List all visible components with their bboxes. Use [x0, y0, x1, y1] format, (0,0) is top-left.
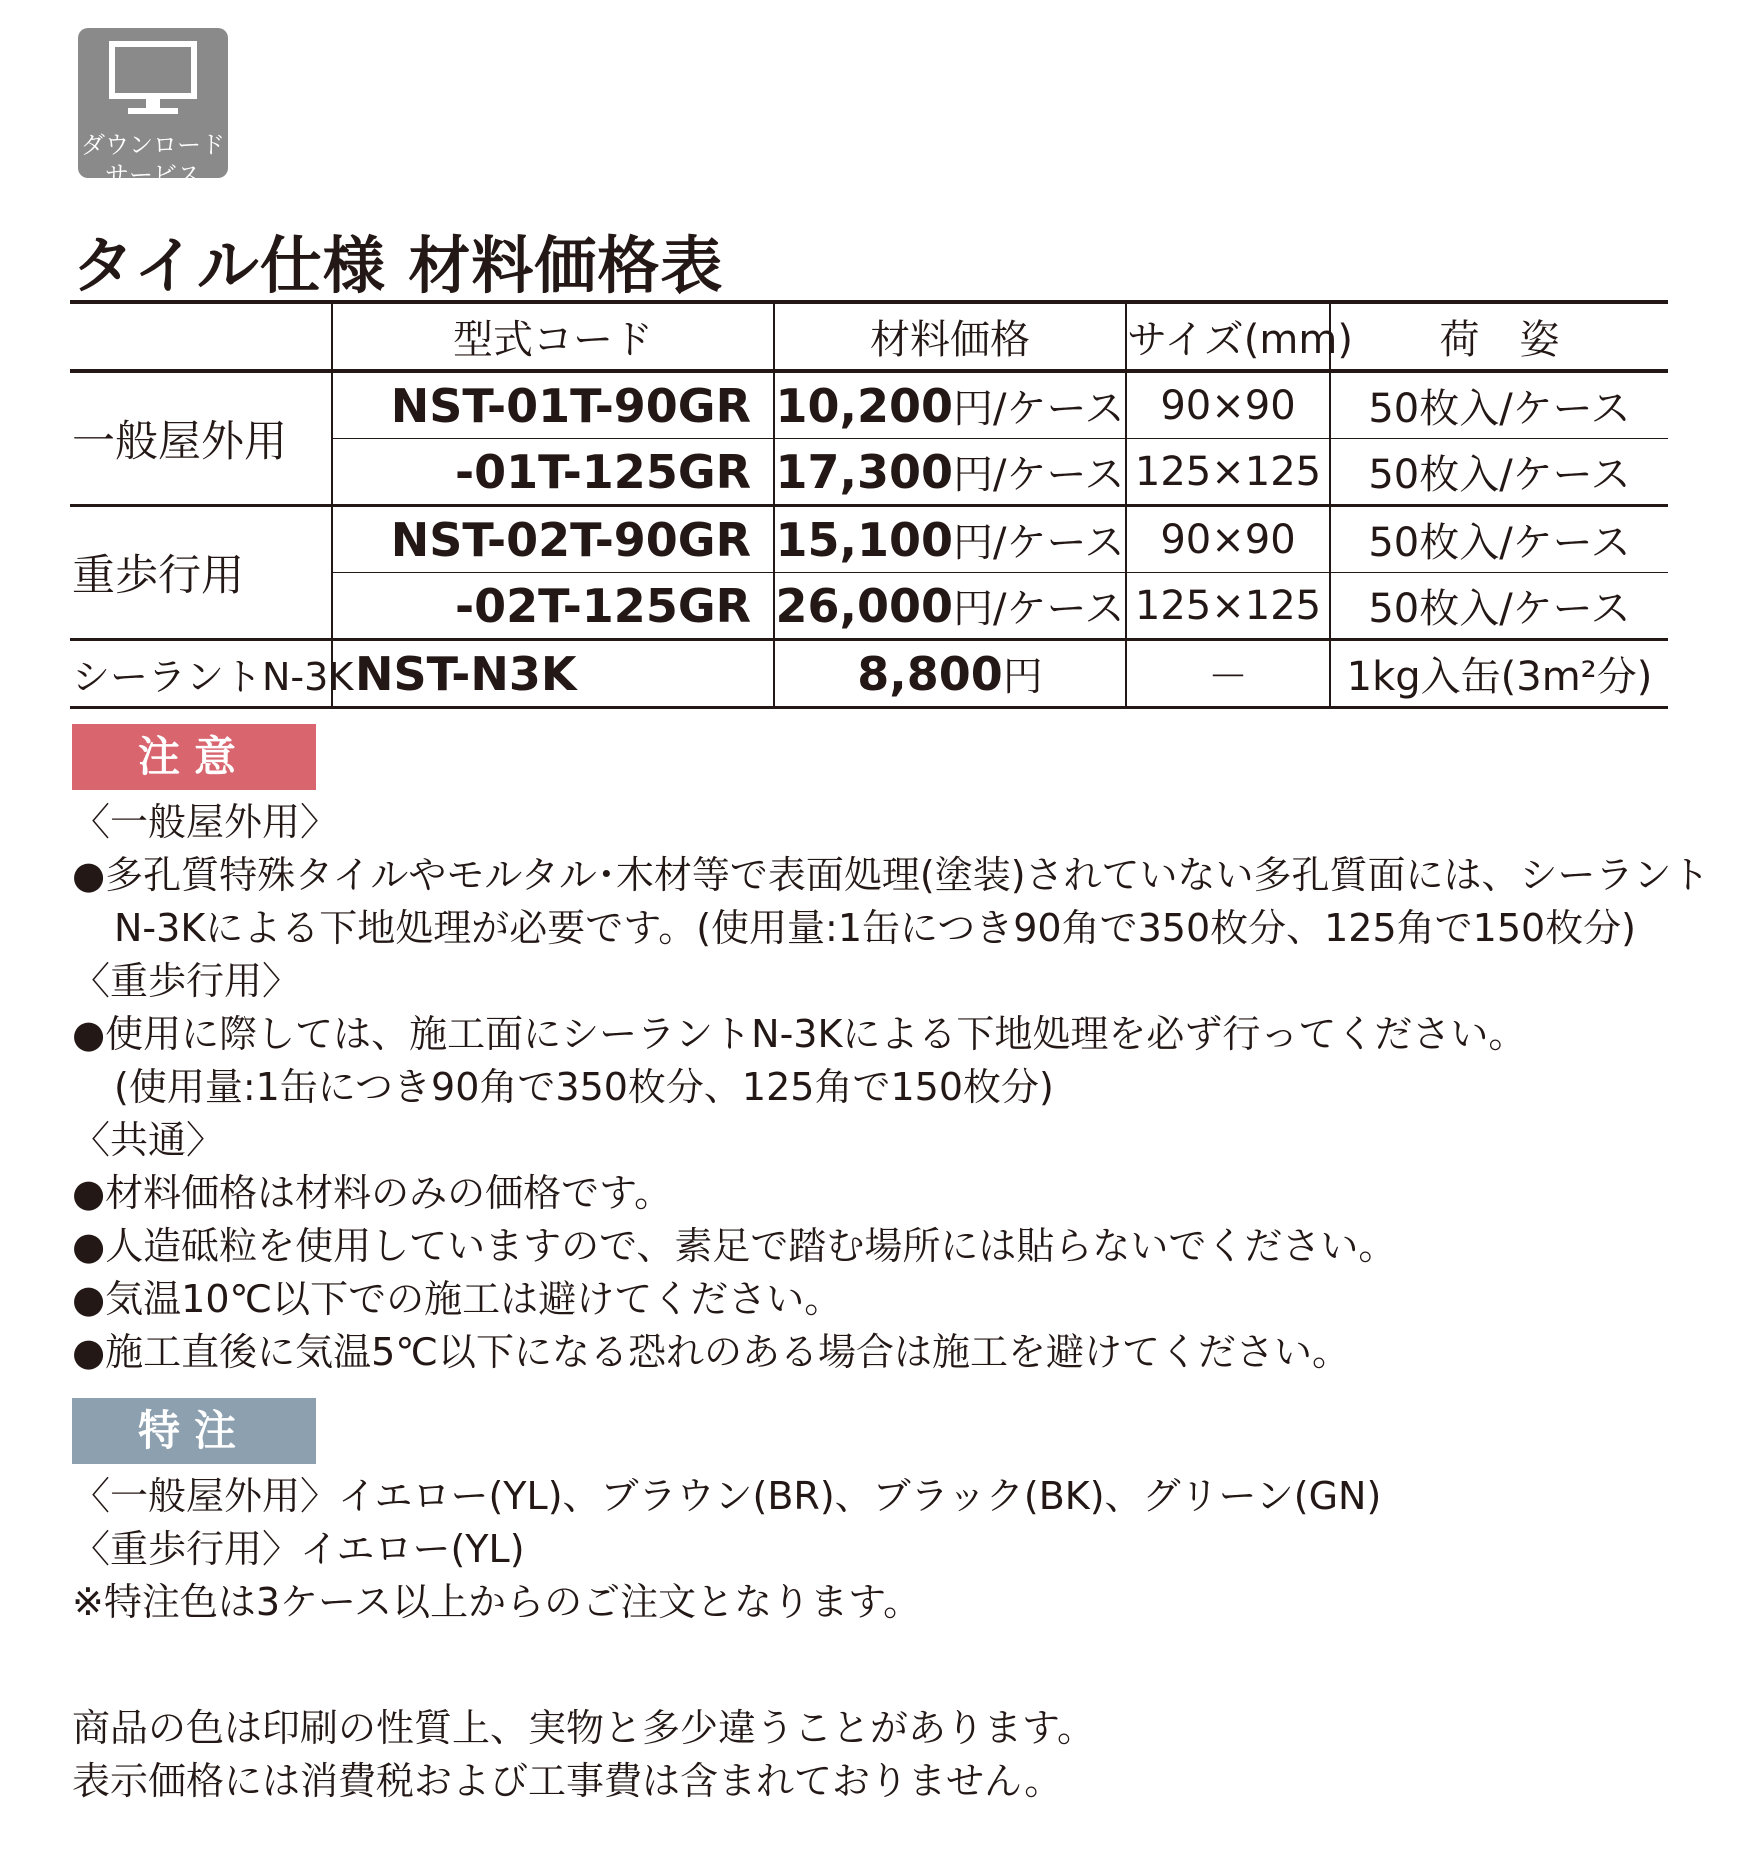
- caution-line: N-3Kによる下地処理が必要です。(使用量:1缶につき90角で350枚分、125角で150枚分): [114, 906, 1637, 950]
- caution-line: ●使用に際しては、施工面にシーラントN-3Kによる下地処理を必ず行ってください。: [72, 1012, 1527, 1056]
- caution-line: 〈一般屋外用〉: [72, 800, 339, 844]
- price-value: 15,100: [775, 513, 954, 567]
- row-category: シーラントN-3K: [70, 640, 332, 708]
- monitor-icon: [108, 40, 198, 120]
- row-pack: 50枚入/ケース: [1330, 506, 1668, 573]
- row-code: NST-N3K: [332, 640, 774, 708]
- row-size: 90×90: [1126, 371, 1330, 439]
- row-size: 125×125: [1126, 439, 1330, 506]
- row-code: -02T-125GR: [332, 573, 774, 640]
- footnote-line: 商品の色は印刷の性質上、実物と多少違うことがあります。: [72, 1706, 1095, 1750]
- price-unit: 円/ケース: [953, 520, 1125, 566]
- caution-line: 〈重歩行用〉: [72, 959, 301, 1003]
- row-price: [774, 439, 1126, 506]
- header-code: 型式コード: [332, 302, 774, 371]
- header-size: サイズ(mm): [1126, 302, 1330, 371]
- caution-line: ●人造砥粒を使用していますので、素足で踏む場所には貼らないでください。: [72, 1224, 1397, 1268]
- price-value: 17,300: [775, 445, 954, 499]
- caution-notes: [72, 796, 1710, 1379]
- price-value: 8,800: [857, 647, 1003, 701]
- row-code: -01T-125GR: [332, 439, 774, 506]
- price-unit: 円/ケース: [953, 586, 1125, 632]
- caution-line: (使用量:1缶につき90角で350枚分、125角で150枚分): [114, 1065, 1054, 1109]
- footnotes: [72, 1702, 1095, 1808]
- special-order-label: 特注: [72, 1398, 316, 1464]
- row-size: 90×90: [1126, 506, 1330, 573]
- row-pack: 50枚入/ケース: [1330, 439, 1668, 506]
- price-unit: 円/ケース: [953, 386, 1125, 432]
- badge-label-line2: サービス: [105, 161, 201, 189]
- caution-line: ●気温10℃以下での施工は避けてください。: [72, 1277, 843, 1321]
- row-price: [774, 640, 1126, 708]
- row-size: 125×125: [1126, 573, 1330, 640]
- special-line: 〈一般屋外用〉イエロー(YL)、ブラウン(BR)、ブラック(BK)、グリーン(GN): [72, 1474, 1382, 1518]
- header-price: 材料価格: [774, 302, 1126, 371]
- special-order-notes: [72, 1470, 1692, 1629]
- row-pack: 50枚入/ケース: [1330, 573, 1668, 640]
- row-size: －: [1126, 640, 1330, 708]
- row-price: [774, 506, 1126, 573]
- price-value: 10,200: [775, 379, 954, 433]
- header-category: [70, 302, 332, 371]
- row-price: [774, 573, 1126, 640]
- price-value: 26,000: [775, 579, 954, 633]
- page-title: タイル仕様 材料価格表: [72, 229, 724, 302]
- caution-line: ●多孔質特殊タイルやモルタル･木材等で表面処理(塗装)されていない多孔質面には、シーラント: [72, 853, 1710, 897]
- row-code: NST-01T-90GR: [332, 371, 774, 439]
- special-line: 〈重歩行用〉イエロー(YL): [72, 1527, 525, 1571]
- header-pack: 荷 姿: [1330, 302, 1668, 371]
- badge-label-line1: ダウンロード: [81, 131, 225, 159]
- footnote-line: 表示価格には消費税および工事費は含まれておりません。: [72, 1759, 1063, 1803]
- price-table: [70, 300, 1668, 709]
- row-code: NST-02T-90GR: [332, 506, 774, 573]
- price-unit: 円/ケース: [953, 452, 1125, 498]
- special-line: ※特注色は3ケース以上からのご注文となります。: [72, 1580, 922, 1624]
- price-unit: 円: [1002, 654, 1043, 700]
- table-row: [70, 640, 1668, 708]
- row-category: 重歩行用: [70, 506, 332, 640]
- badge-label: [78, 130, 228, 190]
- row-pack: 50枚入/ケース: [1330, 371, 1668, 439]
- row-pack: 1kg入缶(3m²分): [1330, 640, 1668, 708]
- row-price: [774, 371, 1126, 439]
- table-header-row: [70, 302, 1668, 371]
- caution-line: ●材料価格は材料のみの価格です。: [72, 1171, 673, 1215]
- table-row: [70, 371, 1668, 439]
- caution-label: 注意: [72, 724, 316, 790]
- row-category: 一般屋外用: [70, 371, 332, 506]
- table-row: [70, 506, 1668, 573]
- download-service-badge[interactable]: [78, 28, 228, 189]
- caution-line: ●施工直後に気温5℃以下になる恐れのある場合は施工を避けてください。: [72, 1330, 1351, 1374]
- caution-line: 〈共通〉: [72, 1118, 225, 1162]
